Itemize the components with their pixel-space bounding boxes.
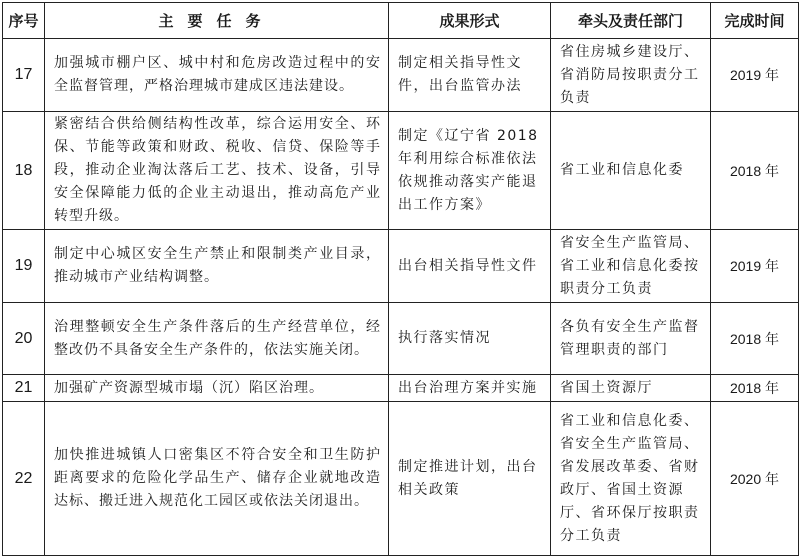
time-cell: 2018 年	[711, 112, 799, 230]
dept-cell: 省安全生产监管局、省工业和信息化委按职责分工负责	[551, 230, 711, 303]
time-cell: 2020 年	[711, 402, 799, 556]
form-cell: 制定推进计划，出台相关政策	[389, 402, 551, 556]
form-cell: 执行落实情况	[389, 303, 551, 375]
table-row	[3, 375, 799, 402]
row-number: 20	[3, 303, 45, 375]
form-cell: 出台相关指导性文件	[389, 230, 551, 303]
dept-cell: 各负有安全生产监督管理职责的部门	[551, 303, 711, 375]
row-number: 22	[3, 402, 45, 556]
header-task: 主要任务	[45, 3, 389, 39]
row-number: 17	[3, 39, 45, 112]
time-cell: 2018 年	[711, 375, 799, 402]
row-number: 21	[3, 375, 45, 402]
time-cell: 2019 年	[711, 230, 799, 303]
row-number: 19	[3, 230, 45, 303]
task-cell: 加强矿产资源型城市塌（沉）陷区治理。	[45, 375, 389, 402]
header-dept: 牵头及责任部门	[551, 3, 711, 39]
task-cell: 紧密结合供给侧结构性改革，综合运用安全、环保、节能等政策和财政、税收、信贷、保险等手段，推动企业淘汰落后工艺、技术、设备，引导安全保障能力低的企业主动退出，推动高危产业转型升级。	[45, 112, 389, 230]
task-cell: 加强城市棚户区、城中村和危房改造过程中的安全监督管理，严格治理城市建成区违法建设。	[45, 39, 389, 112]
dept-cell: 省工业和信息化委、省安全生产监管局、省发展改革委、省财政厅、省国土资源厅、省环保厅按职责分工负责	[551, 402, 711, 556]
form-cell: 制定《辽宁省 2018 年利用综合标准依法依规推动落实产能退出工作方案》	[389, 112, 551, 230]
task-cell: 制定中心城区安全生产禁止和限制类产业目录，推动城市产业结构调整。	[45, 230, 389, 303]
time-cell: 2019 年	[711, 39, 799, 112]
header-no: 序号	[3, 3, 45, 39]
row-number: 18	[3, 112, 45, 230]
header-time: 完成时间	[711, 3, 799, 39]
table-row	[3, 303, 799, 375]
table-row	[3, 39, 799, 112]
task-cell: 加快推进城镇人口密集区不符合安全和卫生防护距离要求的危险化学品生产、储存企业就地改造达标、搬迁进入规范化工园区或依法关闭退出。	[45, 402, 389, 556]
dept-cell: 省国土资源厅	[551, 375, 711, 402]
form-cell: 出台治理方案并实施	[389, 375, 551, 402]
table-row	[3, 112, 799, 230]
task-table	[2, 2, 799, 556]
table-header-row	[3, 3, 799, 39]
dept-cell: 省住房城乡建设厅、省消防局按职责分工负责	[551, 39, 711, 112]
task-cell: 治理整顿安全生产条件落后的生产经营单位，经整改仍不具备安全生产条件的，依法实施关闭。	[45, 303, 389, 375]
header-form: 成果形式	[389, 3, 551, 39]
table-row	[3, 402, 799, 556]
time-cell: 2018 年	[711, 303, 799, 375]
dept-cell: 省工业和信息化委	[551, 112, 711, 230]
form-cell: 制定相关指导性文件，出台监管办法	[389, 39, 551, 112]
table-row	[3, 230, 799, 303]
